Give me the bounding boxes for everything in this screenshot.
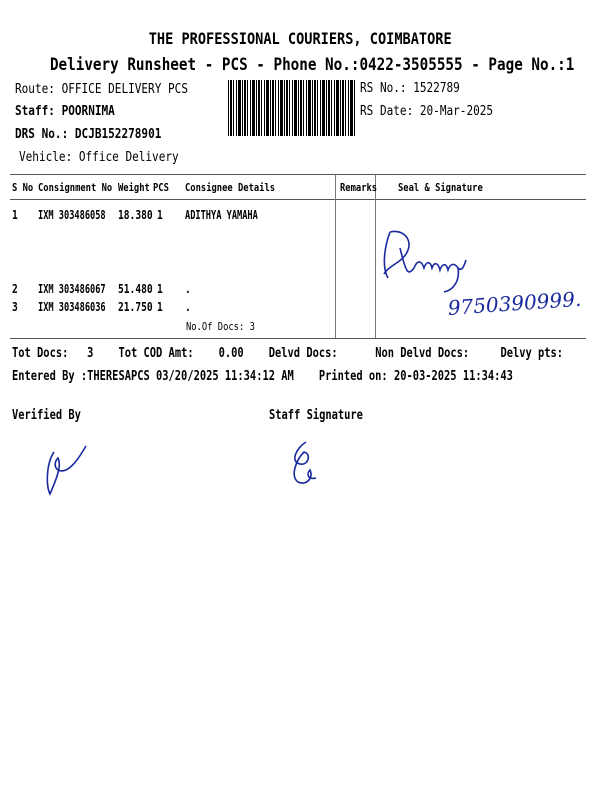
verifier-signature <box>40 440 90 498</box>
barcode <box>228 80 355 136</box>
col-remarks: Remarks <box>340 181 378 194</box>
row2-consignment: IXM 303486067 <box>38 282 106 296</box>
runsheet-title: Delivery Runsheet - PCS - Phone No.:0422-3505555 - Page No.:1 <box>49 55 575 75</box>
cod-label: Tot COD Amt: <box>118 346 194 361</box>
no-of-docs: No.Of Docs: 3 <box>186 320 255 333</box>
row2-weight: 51.480 <box>118 282 153 296</box>
row1-weight: 18.380 <box>118 208 153 222</box>
row1-sno: 1 <box>12 208 18 222</box>
row1-consignee: ADITHYA YAMAHA <box>185 208 258 222</box>
entered-by: Entered By :THERESAPCS 03/20/2025 11:34:12 AM <box>12 369 294 384</box>
delvy-pts-label: Delvy pts: <box>500 346 564 361</box>
non-delvd-docs-label: Non Delvd Docs: <box>375 346 470 361</box>
row3-consignee: . <box>185 300 191 314</box>
row3-weight: 21.750 <box>118 300 153 314</box>
drs-number: DCJB152278901 <box>74 127 162 142</box>
receiver-phone: 9750390999. <box>447 286 582 320</box>
rs-date: RS Date: 20-Mar-2025 <box>360 104 494 119</box>
route-text: Route: OFFICE DELIVERY PCS <box>15 82 188 97</box>
row3-pcs: 1 <box>157 300 163 314</box>
row3-sno: 3 <box>12 300 18 314</box>
row1-pcs: 1 <box>157 208 163 222</box>
staff-label: Staff: <box>15 104 55 119</box>
cod-value: 0.00 <box>218 346 244 361</box>
row2-sno: 2 <box>12 282 18 296</box>
row2-pcs: 1 <box>157 282 163 296</box>
col-weight: Weight <box>118 181 150 194</box>
staff-signature-label: Staff Signature <box>269 408 363 423</box>
col-sno: S No <box>12 181 34 194</box>
col-consignee: Consignee Details <box>185 181 276 194</box>
receiver-signature <box>378 218 478 296</box>
col-pcs: PCS <box>153 181 169 194</box>
tot-docs-value: 3 <box>87 346 94 361</box>
row2-consignee: . <box>185 282 191 296</box>
printed-on: Printed on: 20-03-2025 11:34:43 <box>318 369 513 384</box>
col-consignment: Consignment No <box>38 181 113 194</box>
vehicle-text: Vehicle: Office Delivery <box>19 150 179 165</box>
staff-signature <box>286 438 326 488</box>
row1-consignment: IXM 303486058 <box>38 208 106 222</box>
row3-consignment: IXM 303486036 <box>38 300 106 314</box>
drs-label: DRS No.: <box>15 127 69 142</box>
staff-name: POORNIMA <box>61 104 115 119</box>
delvd-docs-label: Delvd Docs: <box>268 346 338 361</box>
verified-by-label: Verified By <box>12 408 81 423</box>
company-name: THE PROFESSIONAL COURIERS, COIMBATORE <box>148 29 452 48</box>
col-seal: Seal & Signature <box>398 181 483 194</box>
rs-number: RS No.: 1522789 <box>360 81 460 96</box>
tot-docs-label: Tot Docs: <box>12 346 69 361</box>
